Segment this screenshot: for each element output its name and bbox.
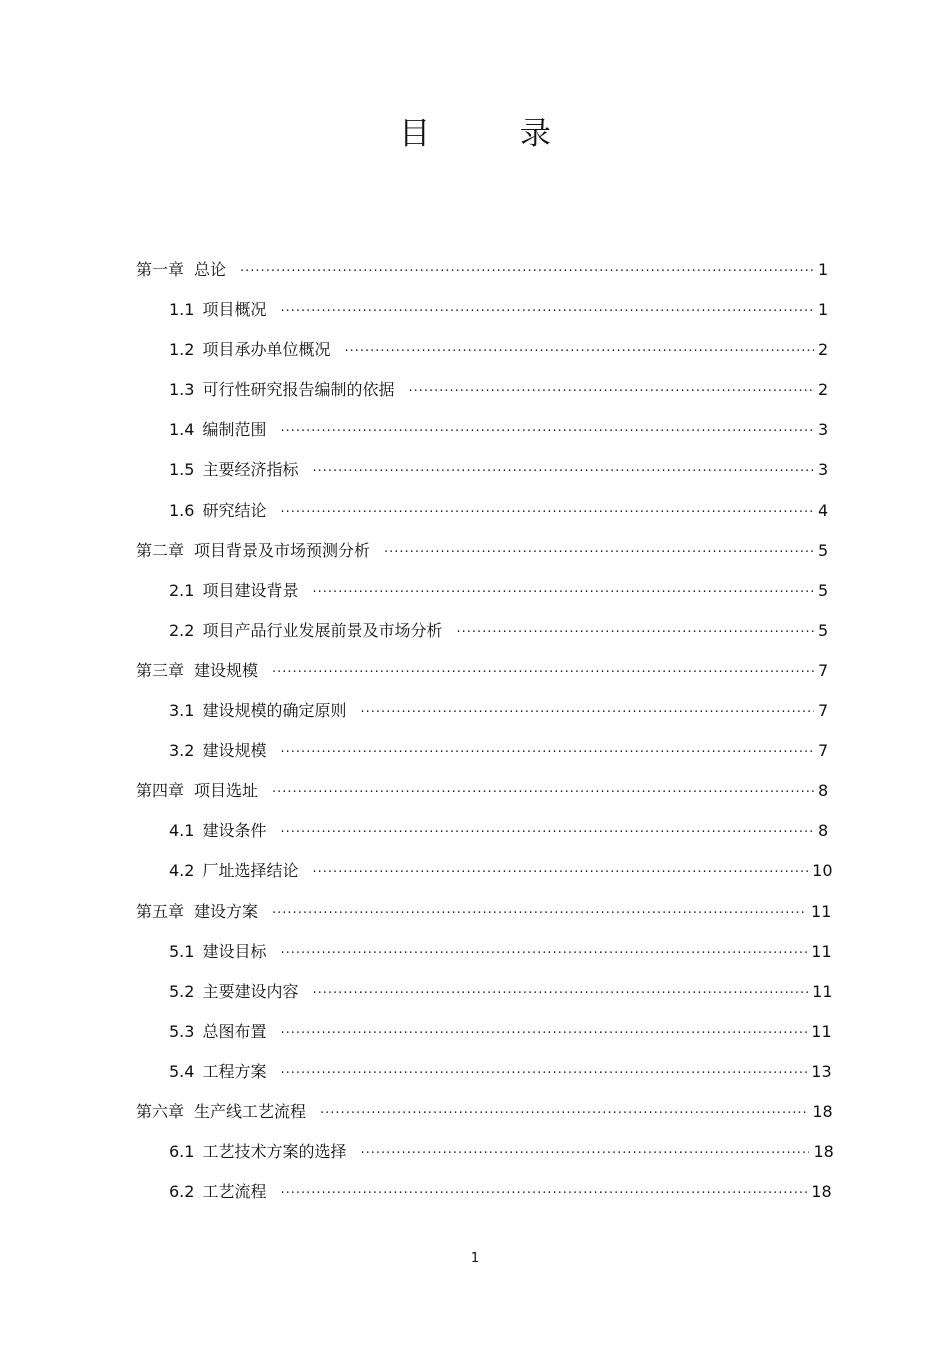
- toc-entry[interactable]: [136, 531, 829, 571]
- toc-entry-label: 项目产品行业发展前景及市场分析: [202, 620, 443, 640]
- toc-entry-label: 项目建设背景: [202, 580, 299, 600]
- toc-entry-page: 7: [818, 701, 829, 721]
- toc-entry[interactable]: [136, 972, 833, 1012]
- toc-entry[interactable]: [136, 410, 829, 450]
- toc-entry[interactable]: [136, 932, 832, 972]
- toc-entry-number: 2.1: [169, 580, 195, 600]
- toc-dot-leader: [240, 252, 814, 292]
- toc-entry-number: 第二章: [136, 540, 185, 560]
- toc-entry-number: 1.3: [169, 380, 195, 400]
- toc-dot-leader: [280, 733, 814, 773]
- toc-dot-leader: [312, 452, 814, 492]
- toc-entry-label: 主要建设内容: [202, 981, 299, 1001]
- toc-entry-page: 11: [812, 981, 833, 1001]
- toc-entry-label: 项目概况: [202, 300, 267, 320]
- toc-entry-label: 总图布置: [202, 1021, 267, 1041]
- toc-entry-page: 10: [812, 861, 833, 881]
- toc-entry-page: 11: [811, 1021, 832, 1041]
- toc-entry-number: 4.2: [169, 861, 195, 881]
- toc-dot-leader: [272, 773, 814, 813]
- toc-entry-label: 工艺技术方案的选择: [202, 1142, 347, 1162]
- toc-entry-label: 可行性研究报告编制的依据: [202, 380, 395, 400]
- toc-entry[interactable]: [136, 571, 829, 611]
- toc-entry-number: 5.4: [169, 1061, 195, 1081]
- toc-entry-label: 项目选址: [194, 781, 259, 801]
- toc-entry-number: 第五章: [136, 901, 185, 921]
- toc-entry-label: 总论: [194, 260, 227, 279]
- toc-entry-label: 建设规模: [202, 741, 267, 761]
- toc-dot-leader: [280, 1014, 807, 1054]
- toc-entry-page: 8: [818, 821, 829, 841]
- toc-entry-label: 建设条件: [202, 821, 267, 841]
- toc-entry-number: 1.1: [169, 300, 195, 320]
- toc-entry-label: 项目背景及市场预测分析: [194, 540, 371, 560]
- toc-entry-label: 工程方案: [202, 1061, 267, 1081]
- toc-entry-number: 3.1: [169, 701, 195, 721]
- toc-entry-label: 生产线工艺流程: [194, 1101, 307, 1121]
- toc-dot-leader: [280, 934, 807, 974]
- toc-entry[interactable]: [136, 611, 829, 651]
- toc-entry[interactable]: [136, 370, 829, 410]
- toc-entry-number: 5.1: [169, 941, 195, 961]
- toc-entry-label: 建设目标: [202, 941, 267, 961]
- toc-dot-leader: [344, 332, 814, 372]
- toc-dot-leader: [360, 693, 814, 733]
- toc-dot-leader: [312, 974, 808, 1014]
- toc-entry[interactable]: [136, 691, 829, 731]
- toc-dot-leader: [456, 613, 814, 653]
- toc-entry-page: 4: [818, 500, 829, 520]
- toc-entry-page: 5: [818, 620, 829, 640]
- toc-dot-leader: [280, 1054, 807, 1094]
- toc-entry-page: 3: [818, 420, 829, 440]
- toc-entry-number: 6.1: [169, 1142, 195, 1162]
- toc-dot-leader: [280, 493, 814, 533]
- toc-dot-leader: [280, 813, 814, 853]
- toc-entry-number: 1.2: [169, 340, 195, 360]
- toc-entry-label: 建设规模的确定原则: [202, 701, 347, 721]
- toc-dot-leader: [272, 894, 807, 934]
- toc-entry[interactable]: [136, 651, 829, 691]
- toc-entry-label: 工艺流程: [202, 1182, 267, 1202]
- toc-entry-number: 5.2: [169, 981, 195, 1001]
- toc-dot-leader: [312, 573, 814, 613]
- toc-dot-leader: [320, 1094, 808, 1134]
- toc-entry[interactable]: [136, 811, 829, 851]
- toc-entry-page: 5: [818, 580, 829, 600]
- toc-entry-number: 5.3: [169, 1021, 195, 1041]
- toc-entry[interactable]: [136, 1092, 833, 1132]
- toc-entry-page: 7: [818, 741, 829, 761]
- page-title: 目 录: [399, 116, 591, 152]
- toc-entry[interactable]: [136, 892, 832, 932]
- toc-entry-page: 11: [811, 941, 832, 961]
- toc-entry[interactable]: [136, 290, 829, 330]
- toc-entry[interactable]: [136, 450, 829, 490]
- toc-entry-number: 2.2: [169, 620, 195, 640]
- toc-entry-page: 8: [818, 781, 829, 801]
- toc-entry[interactable]: [136, 1132, 834, 1172]
- toc-entry[interactable]: [136, 771, 829, 811]
- toc-entry-page: 3: [818, 460, 829, 480]
- toc-entry-number: 4.1: [169, 821, 195, 841]
- toc-dot-leader: [280, 412, 814, 452]
- toc-entry-page: 11: [811, 901, 832, 921]
- toc-dot-leader: [384, 533, 814, 573]
- toc-dot-leader: [360, 1134, 809, 1174]
- toc-entry-label: 厂址选择结论: [202, 861, 299, 881]
- toc-entry[interactable]: [136, 731, 829, 771]
- toc-entry[interactable]: [136, 250, 829, 290]
- toc-dot-leader: [312, 853, 808, 893]
- toc-entry[interactable]: [136, 851, 833, 891]
- toc-entry-number: 第四章: [136, 781, 185, 801]
- toc-entry-page: 18: [813, 1142, 834, 1162]
- toc-dot-leader: [272, 653, 814, 693]
- toc-entry-page: 18: [811, 1182, 832, 1202]
- toc-entry-number: 第三章: [136, 660, 185, 680]
- toc-entry-number: 6.2: [169, 1182, 195, 1202]
- toc-entry-number: 1.5: [169, 460, 195, 480]
- toc-entry-page: 2: [818, 340, 829, 360]
- toc-entry-label: 建设规模: [194, 660, 259, 680]
- toc-entry[interactable]: [136, 1172, 832, 1212]
- toc-entry-number: 第一章: [136, 260, 185, 279]
- toc-entry-page: 2: [818, 380, 829, 400]
- toc-entry-number: 第六章: [136, 1101, 185, 1121]
- toc-entry-page: 5: [818, 540, 829, 560]
- toc-entry-label: 研究结论: [202, 500, 267, 520]
- toc-entry-label: 主要经济指标: [202, 460, 299, 480]
- toc-entry-label: 建设方案: [194, 901, 259, 921]
- toc-entry-page: 7: [818, 660, 829, 680]
- toc-entry[interactable]: [136, 1052, 832, 1092]
- toc-entry-page: 1: [817, 260, 829, 279]
- toc-entry-number: 1.4: [169, 420, 195, 440]
- toc-entry-number: 1.6: [169, 500, 195, 520]
- toc-entry-number: 3.2: [169, 741, 195, 761]
- toc-dot-leader: [408, 372, 814, 412]
- toc-entry-label: 项目承办单位概况: [202, 340, 331, 360]
- toc-entry-page: 13: [811, 1061, 832, 1081]
- toc-entry[interactable]: [136, 491, 829, 531]
- page-number: 1: [470, 1251, 480, 1266]
- toc-entry[interactable]: [136, 330, 829, 370]
- toc-entry[interactable]: [136, 1012, 832, 1052]
- toc-entry-page: 1: [818, 300, 829, 320]
- toc-dot-leader: [280, 1174, 807, 1214]
- toc-entry-label: 编制范围: [202, 420, 267, 440]
- toc-dot-leader: [280, 292, 814, 332]
- table-of-contents: [136, 250, 834, 1212]
- toc-entry-page: 18: [812, 1101, 833, 1121]
